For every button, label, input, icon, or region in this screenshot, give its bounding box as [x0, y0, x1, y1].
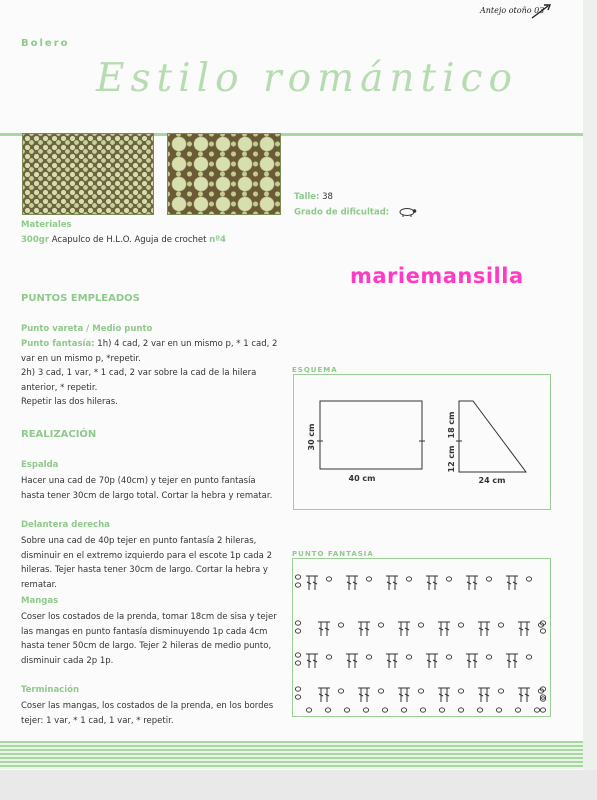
- chain-stitch-symbol: [446, 577, 451, 581]
- back-title: Espalda: [21, 460, 59, 470]
- fancy-stitch-chart-panel: [292, 558, 551, 717]
- double-crochet-symbol: [364, 688, 370, 702]
- sleeves-instructions: Coser los costados de la prenda, tomar 18cm de sisa y tejer las mangas en punto fantasía disminuyendo 1p cada 4cm hasta tener 50cm de largo. Tejer 2 hileras de medio punto, disminuir cada 2p 1p.: [21, 612, 277, 666]
- chain-stitch-symbol: [295, 695, 300, 699]
- chain-stitch-symbol: [540, 708, 545, 712]
- double-crochet-symbol: [512, 576, 518, 590]
- chain-stitch-symbol: [378, 623, 383, 627]
- chain-stitch-symbol: [363, 708, 368, 712]
- finishing-title: Terminación: [21, 685, 80, 695]
- front-width-label: 24 cm: [478, 476, 506, 485]
- double-crochet-symbol: [404, 688, 410, 702]
- chain-stitch-symbol: [515, 708, 520, 712]
- chain-stitch-symbol: [439, 708, 444, 712]
- double-crochet-symbol: [346, 576, 352, 590]
- needle-icon: [530, 2, 552, 22]
- chain-stitch-symbol: [486, 655, 491, 659]
- fancy-stitch-row1: 1h) 4 cad, 2 var en un mismo p, * 1 cad, 2 var en un mismo p, *repetir.: [21, 339, 278, 364]
- double-crochet-symbol: [358, 622, 364, 636]
- double-crochet-symbol: [506, 576, 512, 590]
- chain-stitch-symbol: [418, 623, 423, 627]
- double-crochet-symbol: [484, 688, 490, 702]
- chain-stitch-symbol: [338, 689, 343, 693]
- double-crochet-symbol: [426, 576, 432, 590]
- double-crochet-symbol: [484, 622, 490, 636]
- sleeves-title: Mangas: [21, 596, 59, 606]
- watermark: mariemansilla: [350, 264, 524, 288]
- chain-stitch-symbol: [295, 629, 300, 633]
- sheep-icon: [396, 207, 418, 217]
- chain-stitch-symbol: [496, 708, 501, 712]
- double-crochet-symbol: [392, 576, 398, 590]
- chain-stitch-symbol: [382, 708, 387, 712]
- double-crochet-symbol: [426, 654, 432, 668]
- double-crochet-symbol: [312, 654, 318, 668]
- back-height-label: 30 cm: [307, 423, 316, 451]
- double-crochet-symbol: [438, 622, 444, 636]
- double-crochet-symbol: [404, 622, 410, 636]
- chain-stitch-symbol: [338, 623, 343, 627]
- double-crochet-symbol: [318, 622, 324, 636]
- double-crochet-symbol: [312, 576, 318, 590]
- size-spec: [294, 192, 333, 202]
- double-crochet-symbol: [358, 688, 364, 702]
- chain-stitch-symbol: [295, 687, 300, 691]
- chain-stitch-symbol: [458, 689, 463, 693]
- chain-stitch-symbol: [406, 655, 411, 659]
- materials-description: Acapulco de H.L.O. Aguja de crochet: [51, 235, 207, 245]
- materials-text: [21, 235, 226, 245]
- double-crochet-symbol: [524, 688, 530, 702]
- double-crochet-symbol: [352, 576, 358, 590]
- chain-stitch-symbol: [498, 623, 503, 627]
- corner-number: 03: [534, 6, 545, 15]
- double-crochet-symbol: [386, 654, 392, 668]
- double-crochet-symbol: [392, 654, 398, 668]
- right-front-instructions: Sobre una cad de 40p tejer en punto fantasía 2 hileras, disminuir en el extremo izquierdo para el escote 1p cada 2 hileras. Tejer hasta tener 30cm de largo. Cortar la hebra y rematar.: [21, 536, 272, 590]
- front-height-label: 12 cm: [447, 445, 456, 473]
- right-front-title: Delantera derecha: [21, 520, 110, 530]
- materials-amount: 300gr: [21, 235, 50, 245]
- back-width-label: 40 cm: [348, 474, 376, 483]
- realization-heading: REALIZACIÓN: [21, 429, 97, 440]
- double-crochet-symbol: [518, 622, 524, 636]
- fancy-stitch-label: Punto fantasía:: [21, 339, 95, 349]
- fancy-stitch-row2: 2h) 3 cad, 1 var, * 1 cad, 2 var sobre la cad de la hilera anterior, * repetir.: [21, 368, 257, 393]
- double-crochet-symbol: [512, 654, 518, 668]
- double-crochet-symbol: [324, 622, 330, 636]
- double-crochet-symbol: [478, 622, 484, 636]
- double-crochet-symbol: [444, 622, 450, 636]
- corner-signature-text: Antejo otoño: [480, 6, 532, 15]
- chain-stitch-symbol: [534, 708, 539, 712]
- chain-stitch-symbol: [458, 623, 463, 627]
- chain-stitch-symbol: [477, 708, 482, 712]
- chain-stitch-symbol: [366, 577, 371, 581]
- double-crochet-symbol: [472, 576, 478, 590]
- double-crochet-symbol: [466, 576, 472, 590]
- double-crochet-symbol: [478, 688, 484, 702]
- chain-stitch-symbol: [401, 708, 406, 712]
- page-edge-bottom: [0, 770, 597, 800]
- section-label: Bolero: [21, 38, 70, 49]
- chain-stitch-symbol: [295, 575, 300, 579]
- chain-stitch-symbol: [498, 689, 503, 693]
- double-crochet-symbol: [432, 576, 438, 590]
- chain-stitch-symbol: [420, 708, 425, 712]
- materials-label: Materiales: [21, 220, 72, 230]
- chain-stitch-symbol: [325, 708, 330, 712]
- double-crochet-symbol: [518, 688, 524, 702]
- double-crochet-symbol: [318, 688, 324, 702]
- double-crochet-symbol: [346, 654, 352, 668]
- schema-label: ESQUEMA: [292, 366, 338, 374]
- chain-stitch-symbol: [366, 655, 371, 659]
- chain-stitch-symbol: [326, 577, 331, 581]
- double-crochet-symbol: [524, 622, 530, 636]
- fancy-stitch-chart-label: PUNTO FANTASIA: [292, 550, 374, 558]
- stitch-swatch-photo-1: [22, 133, 154, 215]
- stitches-subheading: Punto vareta / Medio punto: [21, 324, 153, 334]
- chain-stitch-symbol: [378, 689, 383, 693]
- back-piece-shape: [320, 401, 422, 469]
- chain-stitch-symbol: [344, 708, 349, 712]
- chain-stitch-symbol: [306, 708, 311, 712]
- chain-stitch-symbol: [486, 577, 491, 581]
- stitch-swatch-photo-2: [167, 133, 281, 215]
- chain-stitch-symbol: [540, 629, 545, 633]
- front-piece-shape: [459, 401, 526, 472]
- double-crochet-symbol: [398, 622, 404, 636]
- difficulty-spec: [294, 207, 418, 218]
- needle-size: nº4: [209, 235, 226, 245]
- schema-diagram: [294, 375, 550, 509]
- chain-stitch-symbol: [418, 689, 423, 693]
- back-instructions: Hacer una cad de 70p (40cm) y tejer en punto fantasía hasta tener 30cm de largo total. Cortar la hebra y rematar.: [21, 476, 273, 501]
- double-crochet-symbol: [364, 622, 370, 636]
- fancy-stitch-repeat: Repetir las dos hileras.: [21, 397, 118, 407]
- chain-stitch-symbol: [526, 577, 531, 581]
- double-crochet-symbol: [466, 654, 472, 668]
- fancy-stitch-instructions: [21, 337, 281, 410]
- finishing-instructions: Coser las mangas, los costados de la prenda, en los bordes tejer: 1 var, * 1 cad, 1 var, * repetir.: [21, 701, 274, 726]
- chain-stitch-symbol: [458, 708, 463, 712]
- footer-stripe: [0, 741, 583, 769]
- chain-stitch-symbol: [406, 577, 411, 581]
- chain-stitch-symbol: [295, 653, 300, 657]
- stitch-chart: [293, 559, 550, 716]
- page-edge-right: [583, 0, 597, 800]
- double-crochet-symbol: [444, 688, 450, 702]
- chain-stitch-symbol: [295, 583, 300, 587]
- page-title: Estilo romántico: [96, 56, 518, 101]
- chain-stitch-symbol: [295, 661, 300, 665]
- double-crochet-symbol: [432, 654, 438, 668]
- double-crochet-symbol: [352, 654, 358, 668]
- double-crochet-symbol: [472, 654, 478, 668]
- double-crochet-symbol: [506, 654, 512, 668]
- difficulty-label: Grado de dificultad:: [294, 207, 390, 218]
- size-value: 38: [322, 192, 333, 202]
- chain-stitch-symbol: [526, 655, 531, 659]
- double-crochet-symbol: [386, 576, 392, 590]
- size-label: Talle:: [294, 192, 320, 202]
- chain-stitch-symbol: [446, 655, 451, 659]
- double-crochet-symbol: [438, 688, 444, 702]
- front-sisa-label: 18 cm: [447, 411, 456, 439]
- double-crochet-symbol: [306, 654, 312, 668]
- schema-panel: [293, 374, 551, 510]
- double-crochet-symbol: [306, 576, 312, 590]
- chain-stitch-symbol: [326, 655, 331, 659]
- double-crochet-symbol: [398, 688, 404, 702]
- chain-stitch-symbol: [295, 621, 300, 625]
- stitches-heading: PUNTOS EMPLEADOS: [21, 293, 140, 304]
- double-crochet-symbol: [324, 688, 330, 702]
